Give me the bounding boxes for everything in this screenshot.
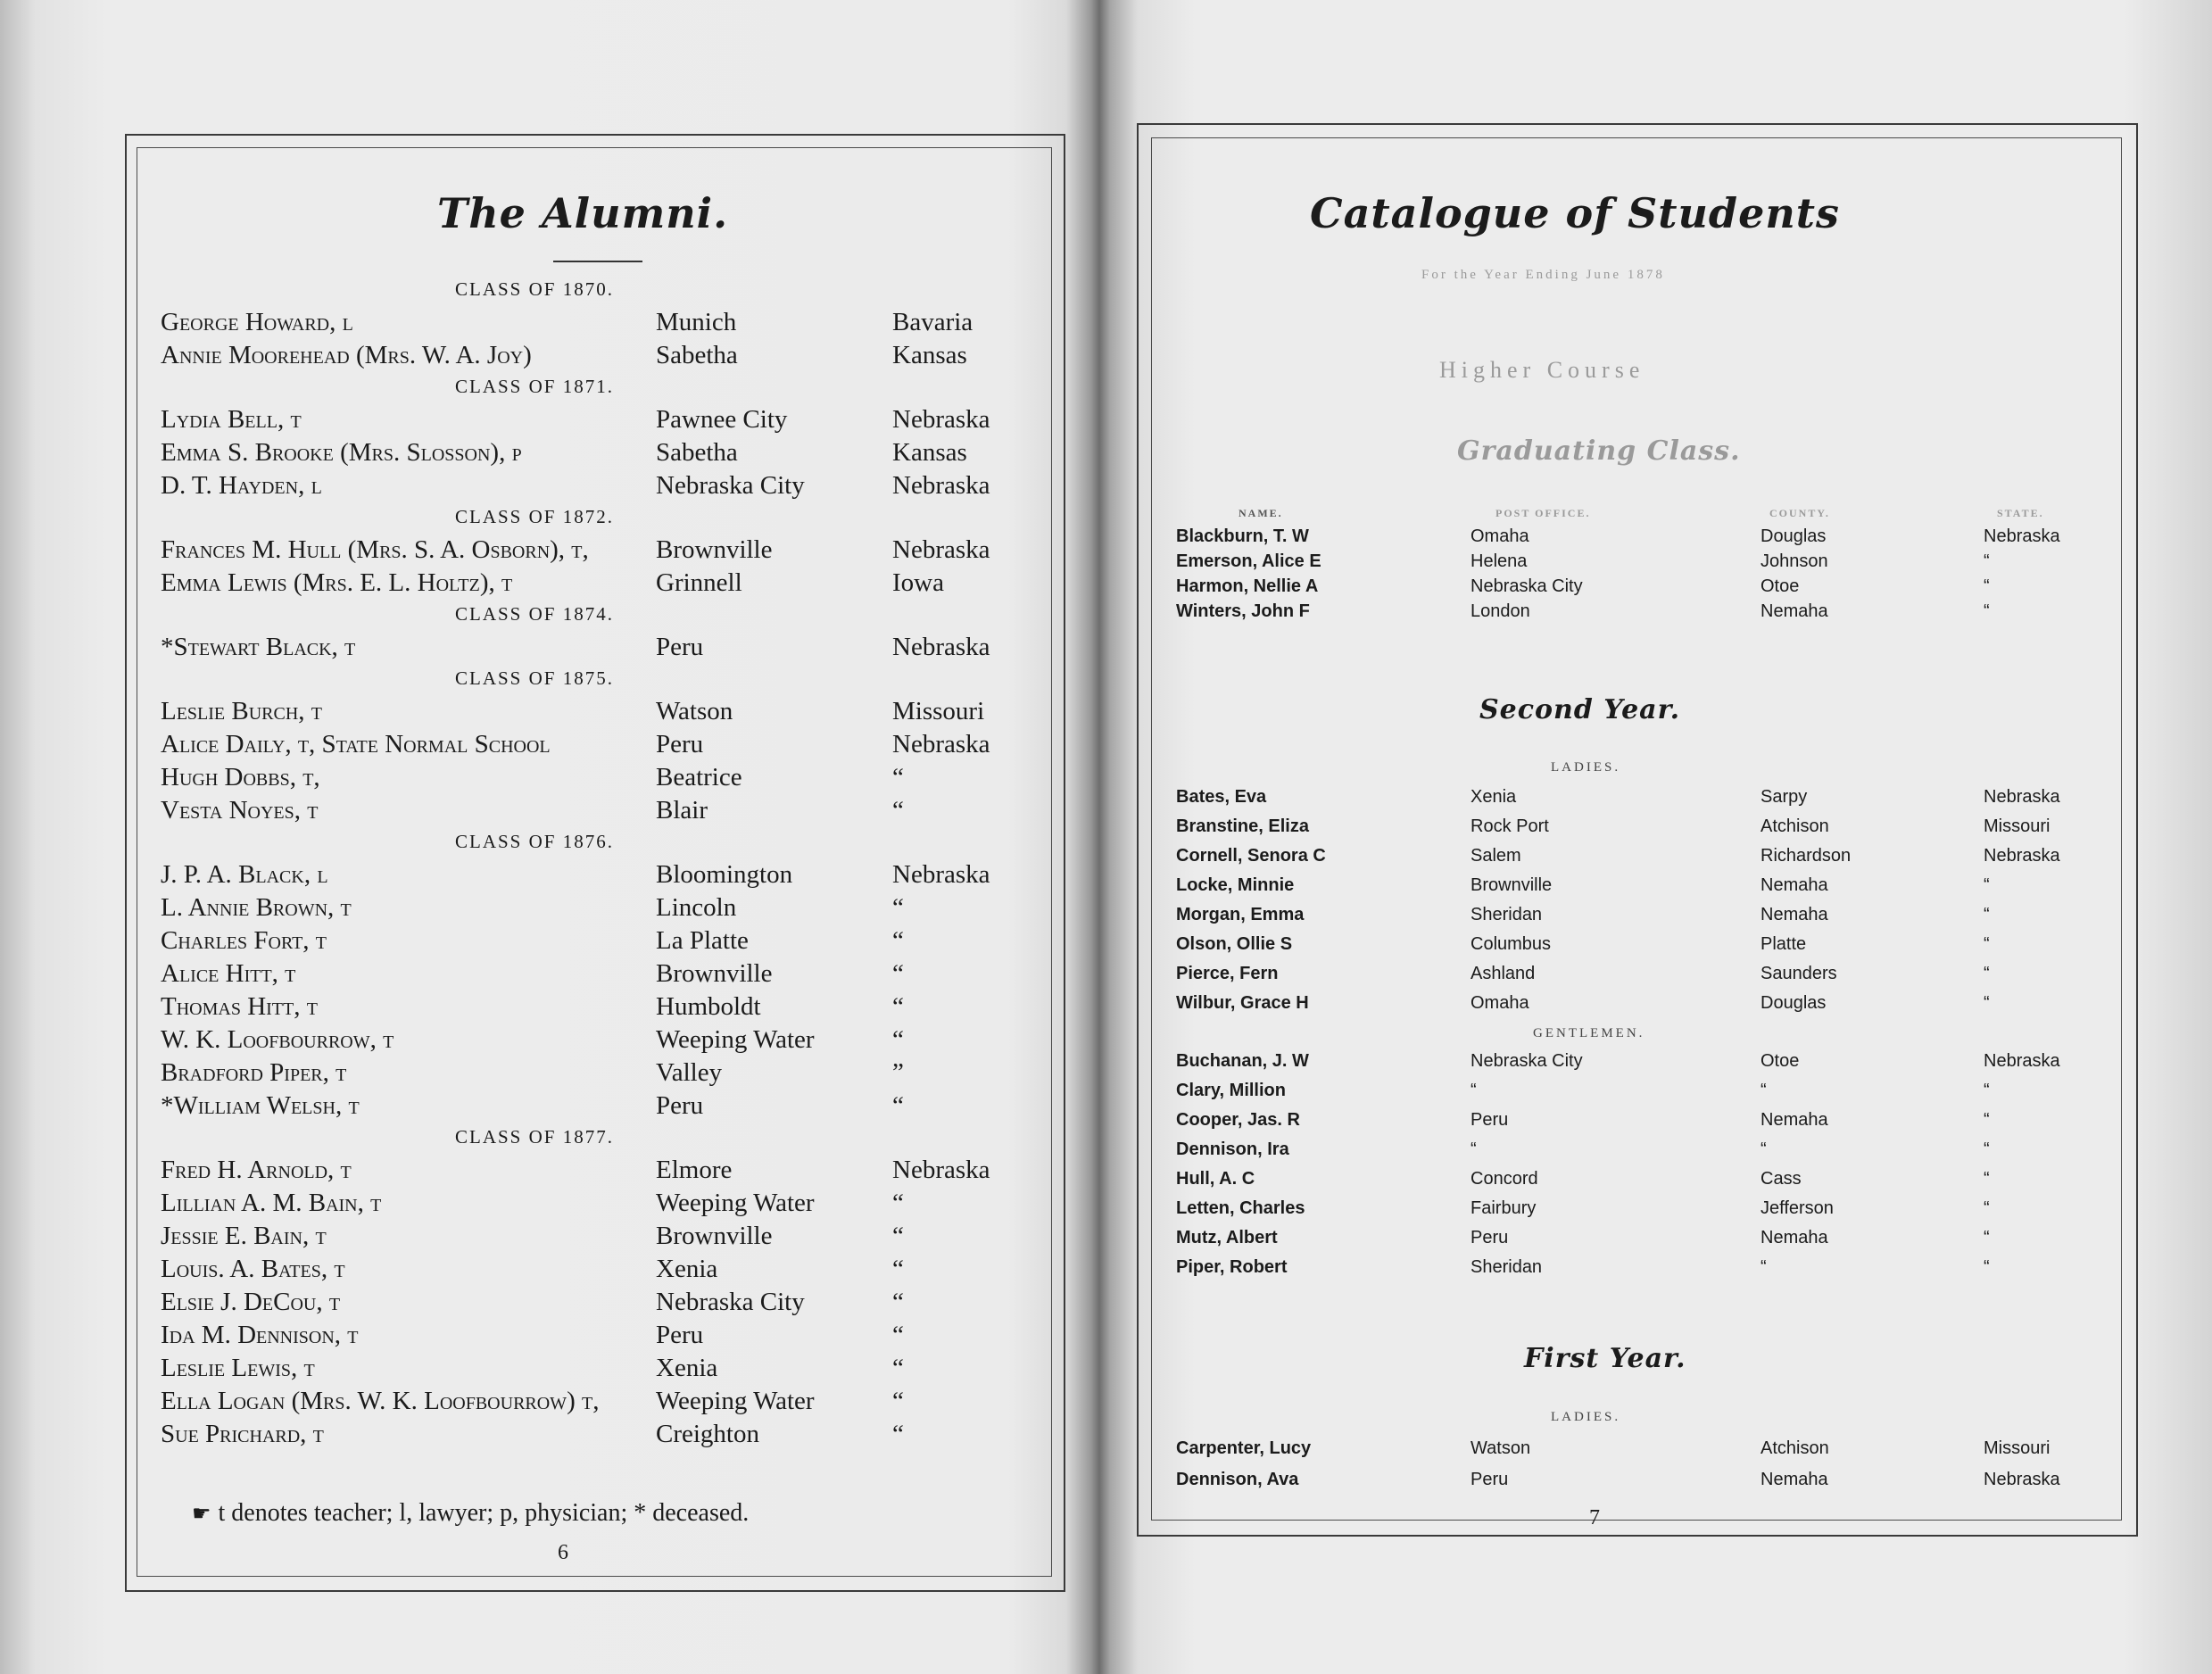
- alumni-place: Brownville: [656, 959, 773, 988]
- page-number-left: 6: [558, 1541, 568, 1564]
- alumni-name: *William Welsh, t: [161, 1091, 360, 1120]
- student-county: Nemaha: [1760, 905, 1828, 924]
- alumni-name: Emma Lewis (Mrs. E. L. Holtz), t: [161, 568, 513, 597]
- col-state: STATE.: [1997, 507, 2044, 519]
- alumni-state: “: [892, 1354, 904, 1382]
- alumni-place: Nebraska City: [656, 1288, 805, 1316]
- student-state: “: [1984, 576, 1990, 596]
- alumni-place: Elmore: [656, 1156, 733, 1184]
- student-county: Jefferson: [1760, 1198, 1834, 1218]
- class-heading: CLASS OF 1871.: [455, 376, 614, 397]
- alumni-title: The Alumni.: [437, 189, 729, 237]
- student-state: “: [1984, 601, 1990, 621]
- student-name: Buchanan, J. W: [1176, 1051, 1309, 1071]
- graduating-class-heading: Graduating Class.: [1457, 435, 1741, 467]
- student-post-office: Brownville: [1471, 875, 1553, 895]
- student-name: Blackburn, T. W: [1176, 526, 1309, 546]
- alumni-entry: [161, 308, 1017, 340]
- alumni-place: Beatrice: [656, 763, 742, 791]
- student-county: Otoe: [1760, 1051, 1800, 1071]
- alumni-entry: [161, 796, 1017, 828]
- alumni-name: Thomas Hitt, t: [161, 992, 318, 1021]
- alumni-name: Hugh Dobbs, t,: [161, 763, 320, 791]
- student-state: “: [1984, 1110, 1990, 1130]
- student-post-office: Peru: [1471, 1470, 1509, 1489]
- alumni-state: “: [892, 1288, 904, 1316]
- alumni-name: Alice Daily, t, State Normal School: [161, 730, 551, 758]
- alumni-entry: [161, 1091, 1017, 1123]
- student-post-office: Sheridan: [1471, 905, 1543, 924]
- student-post-office: Peru: [1471, 1110, 1509, 1130]
- alumni-state: “: [892, 1222, 904, 1250]
- alumni-entry: [161, 1025, 1017, 1057]
- alumni-state: “: [892, 796, 904, 825]
- student-state: “: [1984, 1169, 1990, 1189]
- student-row: [1176, 964, 2122, 987]
- student-county: Otoe: [1760, 576, 1800, 596]
- alumni-name: Elsie J. DeCou, t: [161, 1288, 341, 1316]
- class-heading: CLASS OF 1874.: [455, 603, 614, 625]
- col-county: COUNTY.: [1769, 507, 1830, 519]
- alumni-state: “: [892, 1025, 904, 1054]
- student-state: “: [1984, 875, 1990, 895]
- student-post-office: Peru: [1471, 1228, 1509, 1247]
- student-row: [1176, 787, 2122, 810]
- alumni-entry: [161, 1387, 1017, 1419]
- alumni-entry: [161, 1255, 1017, 1287]
- alumni-state: “: [892, 763, 904, 791]
- class-heading: CLASS OF 1870.: [455, 278, 614, 300]
- student-state: “: [1984, 551, 1990, 571]
- alumni-name: Vesta Noyes, t: [161, 796, 319, 825]
- alumni-state: “: [892, 926, 904, 955]
- student-post-office: Columbus: [1471, 934, 1552, 954]
- alumni-state: Missouri: [892, 697, 985, 725]
- first-year-ladies-heading: LADIES.: [1551, 1410, 1621, 1424]
- student-row: [1176, 551, 2122, 575]
- student-post-office: Omaha: [1471, 993, 1529, 1013]
- alumni-place: Bloomington: [656, 860, 793, 889]
- student-county: Nemaha: [1760, 1470, 1828, 1489]
- student-name: Branstine, Eliza: [1176, 816, 1309, 836]
- alumni-state: Nebraska: [892, 730, 990, 758]
- alumni-state: “: [892, 959, 904, 988]
- student-post-office: Sheridan: [1471, 1257, 1543, 1277]
- student-row: [1176, 905, 2122, 928]
- alumni-place: Brownville: [656, 1222, 773, 1250]
- first-year-heading: First Year.: [1524, 1343, 1686, 1374]
- student-county: “: [1760, 1139, 1767, 1159]
- alumni-state: “: [892, 1321, 904, 1349]
- alumni-name: Leslie Lewis, t: [161, 1354, 315, 1382]
- alumni-place: Sabetha: [656, 341, 738, 369]
- col-name: NAME.: [1239, 507, 1283, 519]
- student-name: Morgan, Emma: [1176, 905, 1305, 924]
- alumni-name: Louis. A. Bates, t: [161, 1255, 345, 1283]
- alumni-place: Peru: [656, 1321, 704, 1349]
- student-state: “: [1984, 934, 1990, 954]
- student-state: “: [1984, 1257, 1990, 1277]
- alumni-entry: [161, 405, 1017, 437]
- student-county: Nemaha: [1760, 1110, 1828, 1130]
- alumni-name: Annie Moorehead (Mrs. W. A. Joy): [161, 341, 532, 369]
- alumni-entry: [161, 1156, 1017, 1188]
- student-state: “: [1984, 1228, 1990, 1247]
- alumni-state: Bavaria: [892, 308, 973, 336]
- student-name: Locke, Minnie: [1176, 875, 1295, 895]
- student-name: Bates, Eva: [1176, 787, 1267, 807]
- student-state: Missouri: [1984, 816, 2050, 836]
- student-post-office: “: [1471, 1139, 1477, 1159]
- student-name: Harmon, Nellie A: [1176, 576, 1319, 596]
- alumni-name: Bradford Piper, t: [161, 1058, 347, 1087]
- alumni-entry: [161, 959, 1017, 991]
- title-rule: [553, 261, 642, 262]
- student-row: [1176, 526, 2122, 550]
- alumni-entry: [161, 1420, 1017, 1452]
- alumni-entry: [161, 341, 1017, 373]
- student-name: Piper, Robert: [1176, 1257, 1288, 1277]
- student-name: Pierce, Fern: [1176, 964, 1279, 983]
- alumni-entry: [161, 633, 1017, 665]
- student-row: [1176, 846, 2122, 869]
- alumni-state: Nebraska: [892, 860, 990, 889]
- alumni-state: Nebraska: [892, 633, 990, 661]
- student-name: Cooper, Jas. R: [1176, 1110, 1300, 1130]
- department-heading: Higher Course: [1439, 357, 1645, 383]
- alumni-state: Iowa: [892, 568, 944, 597]
- student-name: Cornell, Senora C: [1176, 846, 1326, 866]
- alumni-name: J. P. A. Black, l: [161, 860, 328, 889]
- alumni-place: Pawnee City: [656, 405, 788, 434]
- student-row: [1176, 1139, 2122, 1163]
- alumni-state: “: [892, 1255, 904, 1283]
- student-state: Missouri: [1984, 1438, 2050, 1458]
- alumni-state: “: [892, 893, 904, 922]
- alumni-place: Lincoln: [656, 893, 737, 922]
- footnote-text: t denotes teacher; l, lawyer; p, physician; * deceased.: [218, 1499, 750, 1527]
- alumni-state: Nebraska: [892, 1156, 990, 1184]
- student-post-office: Watson: [1471, 1438, 1531, 1458]
- alumni-name: Charles Fort, t: [161, 926, 327, 955]
- alumni-place: Valley: [656, 1058, 723, 1087]
- alumni-entry: [161, 1321, 1017, 1353]
- student-post-office: Concord: [1471, 1169, 1538, 1189]
- student-name: Olson, Ollie S: [1176, 934, 1293, 954]
- alumni-place: Peru: [656, 730, 704, 758]
- alumni-entry: [161, 730, 1017, 762]
- student-name: Mutz, Albert: [1176, 1228, 1278, 1247]
- alumni-place: Peru: [656, 633, 704, 661]
- alumni-entry: [161, 1189, 1017, 1221]
- alumni-state: Kansas: [892, 341, 967, 369]
- alumni-entry: [161, 471, 1017, 503]
- student-name: Carpenter, Lucy: [1176, 1438, 1312, 1458]
- alumni-place: La Platte: [656, 926, 749, 955]
- student-post-office: Omaha: [1471, 526, 1529, 546]
- alumni-place: Sabetha: [656, 438, 738, 467]
- student-state: Nebraska: [1984, 846, 2060, 866]
- student-post-office: “: [1471, 1081, 1477, 1100]
- alumni-state: “: [892, 1387, 904, 1415]
- catalogue-subtitle: For the Year Ending June 1878: [1421, 268, 1665, 282]
- student-row: [1176, 1051, 2122, 1074]
- alumni-state: “: [892, 1091, 904, 1120]
- student-county: Nemaha: [1760, 601, 1828, 621]
- alumni-place: Creighton: [656, 1420, 759, 1448]
- student-post-office: Fairbury: [1471, 1198, 1537, 1218]
- student-state: Nebraska: [1984, 1051, 2060, 1071]
- student-state: “: [1984, 964, 1990, 983]
- alumni-entry: [161, 438, 1017, 470]
- alumni-name: Frances M. Hull (Mrs. S. A. Osborn), t,: [161, 535, 589, 564]
- student-row: [1176, 601, 2122, 625]
- alumni-place: Nebraska City: [656, 471, 805, 500]
- alumni-name: Fred H. Arnold, t: [161, 1156, 352, 1184]
- alumni-place: Watson: [656, 697, 733, 725]
- second-year-ladies-heading: LADIES.: [1551, 760, 1621, 775]
- student-row: [1176, 576, 2122, 600]
- alumni-place: Brownville: [656, 535, 773, 564]
- student-row: [1176, 934, 2122, 957]
- student-post-office: Salem: [1471, 846, 1521, 866]
- alumni-entry: [161, 1288, 1017, 1320]
- alumni-place: Weeping Water: [656, 1387, 815, 1415]
- student-name: Wilbur, Grace H: [1176, 993, 1309, 1013]
- alumni-place: Xenia: [656, 1354, 718, 1382]
- alumni-entry: [161, 1354, 1017, 1386]
- student-county: Douglas: [1760, 993, 1827, 1013]
- alumni-name: Sue Prichard, t: [161, 1420, 324, 1448]
- alumni-entry: [161, 992, 1017, 1024]
- alumni-entry: [161, 535, 1017, 568]
- student-county: Platte: [1760, 934, 1807, 954]
- student-post-office: Rock Port: [1471, 816, 1549, 836]
- student-name: Hull, A. C: [1176, 1169, 1255, 1189]
- alumni-name: Lydia Bell, t: [161, 405, 302, 434]
- alumni-name: George Howard, l: [161, 308, 353, 336]
- student-state: “: [1984, 1198, 1990, 1218]
- student-row: [1176, 1198, 2122, 1222]
- alumni-entry: [161, 763, 1017, 795]
- student-state: “: [1984, 993, 1990, 1013]
- alumni-place: Blair: [656, 796, 708, 825]
- alumni-state: Nebraska: [892, 535, 990, 564]
- alumni-name: L. Annie Brown, t: [161, 893, 352, 922]
- student-name: Dennison, Ava: [1176, 1470, 1299, 1489]
- student-name: Letten, Charles: [1176, 1198, 1305, 1218]
- student-state: “: [1984, 1081, 1990, 1100]
- alumni-place: Xenia: [656, 1255, 718, 1283]
- alumni-place: Humboldt: [656, 992, 761, 1021]
- student-county: Douglas: [1760, 526, 1827, 546]
- alumni-name: Ella Logan (Mrs. W. K. Loofbourrow) t,: [161, 1387, 600, 1415]
- student-name: Dennison, Ira: [1176, 1139, 1289, 1159]
- alumni-name: Alice Hitt, t: [161, 959, 296, 988]
- class-heading: CLASS OF 1872.: [455, 506, 614, 527]
- alumni-state: Nebraska: [892, 471, 990, 500]
- alumni-name: Lillian A. M. Bain, t: [161, 1189, 382, 1217]
- student-name: Clary, Million: [1176, 1081, 1286, 1100]
- alumni-state: Kansas: [892, 438, 967, 467]
- student-row: [1176, 1110, 2122, 1133]
- alumni-place: Munich: [656, 308, 737, 336]
- alumni-entry: [161, 1058, 1017, 1090]
- alumni-entry: [161, 697, 1017, 729]
- student-row: [1176, 1438, 2122, 1462]
- student-county: Cass: [1760, 1169, 1802, 1189]
- student-county: Atchison: [1760, 816, 1829, 836]
- alumni-entry: [161, 1222, 1017, 1254]
- student-name: Emerson, Alice E: [1176, 551, 1321, 571]
- class-heading: CLASS OF 1876.: [455, 831, 614, 852]
- student-post-office: Ashland: [1471, 964, 1536, 983]
- student-county: Atchison: [1760, 1438, 1829, 1458]
- student-state: Nebraska: [1984, 526, 2060, 546]
- alumni-name: Jessie E. Bain, t: [161, 1222, 327, 1250]
- student-row: [1176, 993, 2122, 1016]
- student-row: [1176, 1228, 2122, 1251]
- student-row: [1176, 1081, 2122, 1104]
- second-year-heading: Second Year.: [1479, 694, 1681, 725]
- alumni-state: “: [892, 1189, 904, 1217]
- left-page: [0, 0, 1096, 1674]
- student-county: Nemaha: [1760, 1228, 1828, 1247]
- student-row: [1176, 875, 2122, 899]
- pointing-hand-icon: ☛: [192, 1503, 211, 1526]
- alumni-name: Emma S. Brooke (Mrs. Slosson), p: [161, 438, 522, 467]
- student-row: [1176, 1257, 2122, 1280]
- alumni-place: Weeping Water: [656, 1025, 815, 1054]
- alumni-entry: [161, 860, 1017, 892]
- alumni-state: Nebraska: [892, 405, 990, 434]
- student-state: Nebraska: [1984, 1470, 2060, 1489]
- student-post-office: London: [1471, 601, 1530, 621]
- alumni-name: Ida M. Dennison, t: [161, 1321, 359, 1349]
- student-county: “: [1760, 1257, 1767, 1277]
- student-state: Nebraska: [1984, 787, 2060, 807]
- class-heading: CLASS OF 1877.: [455, 1126, 614, 1148]
- catalogue-title: Catalogue of Students: [1310, 189, 1840, 237]
- col-post-office: POST OFFICE.: [1495, 507, 1591, 519]
- student-post-office: Nebraska City: [1471, 1051, 1583, 1071]
- alumni-place: Weeping Water: [656, 1189, 815, 1217]
- student-post-office: Xenia: [1471, 787, 1517, 807]
- alumni-name: Leslie Burch, t: [161, 697, 323, 725]
- alumni-name: D. T. Hayden, l: [161, 471, 322, 500]
- student-county: Saunders: [1760, 964, 1837, 983]
- right-page: [1105, 0, 2212, 1674]
- student-state: “: [1984, 905, 1990, 924]
- alumni-state: “: [892, 992, 904, 1021]
- alumni-entry: [161, 568, 1017, 601]
- class-heading: CLASS OF 1875.: [455, 667, 614, 689]
- alumni-entry: [161, 926, 1017, 958]
- student-state: “: [1984, 1139, 1990, 1159]
- alumni-state: “: [892, 1420, 904, 1448]
- second-year-gentlemen-heading: GENTLEMEN.: [1533, 1026, 1645, 1040]
- student-name: Winters, John F: [1176, 601, 1310, 621]
- student-post-office: Nebraska City: [1471, 576, 1583, 596]
- student-row: [1176, 1169, 2122, 1192]
- page-number-right: 7: [1589, 1506, 1600, 1529]
- alumni-entry: [161, 893, 1017, 925]
- student-county: Johnson: [1760, 551, 1828, 571]
- alumni-state: ”: [892, 1058, 904, 1087]
- student-row: [1176, 1470, 2122, 1493]
- alumni-place: Peru: [656, 1091, 704, 1120]
- student-post-office: Helena: [1471, 551, 1528, 571]
- student-county: Richardson: [1760, 846, 1852, 866]
- student-county: “: [1760, 1081, 1767, 1100]
- alumni-place: Grinnell: [656, 568, 742, 597]
- footnote: [192, 1499, 749, 1528]
- alumni-name: W. K. Loofbourrow, t: [161, 1025, 394, 1054]
- student-row: [1176, 816, 2122, 840]
- student-county: Nemaha: [1760, 875, 1828, 895]
- alumni-name: *Stewart Black, t: [161, 633, 356, 661]
- student-county: Sarpy: [1760, 787, 1808, 807]
